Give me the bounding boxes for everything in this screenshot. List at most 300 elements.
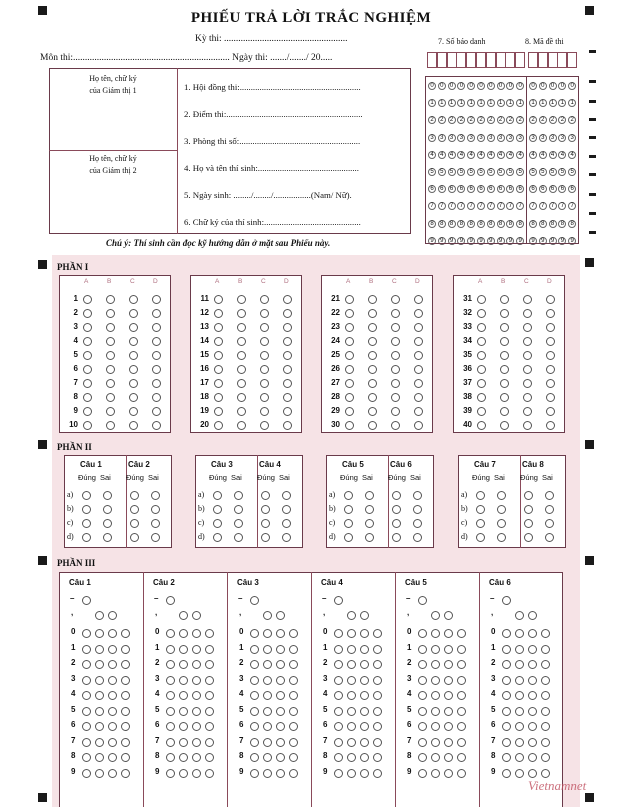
digit-bubble[interactable] [179, 691, 188, 700]
exam-code-digit-bubble[interactable]: 8 [549, 220, 557, 228]
candidate-number-digit-bubble[interactable]: 1 [506, 99, 514, 107]
digit-bubble[interactable] [515, 753, 524, 762]
true-bubble[interactable] [392, 505, 401, 514]
digit-bubble[interactable] [121, 769, 130, 778]
candidate-number-digit-bubble[interactable]: 6 [467, 185, 475, 193]
digit-bubble[interactable] [431, 645, 440, 654]
digit-bubble[interactable] [418, 660, 427, 669]
comma-bubble[interactable] [431, 611, 440, 620]
digit-bubble[interactable] [502, 769, 511, 778]
candidate-number-digit-bubble[interactable]: 2 [438, 116, 446, 124]
digit-bubble[interactable] [289, 691, 298, 700]
answer-bubble-q33-B[interactable] [500, 323, 509, 332]
candidate-number-digit-bubble[interactable]: 6 [477, 185, 485, 193]
digit-bubble[interactable] [95, 676, 104, 685]
digit-bubble[interactable] [360, 769, 369, 778]
exam-code-digit-bubble[interactable]: 5 [539, 168, 547, 176]
candidate-number-digit-bubble[interactable]: 9 [516, 237, 524, 245]
digit-bubble[interactable] [334, 769, 343, 778]
answer-bubble-q36-B[interactable] [500, 365, 509, 374]
exam-code-digit-bubble[interactable]: 0 [568, 82, 576, 90]
false-bubble[interactable] [151, 533, 160, 542]
digit-bubble[interactable] [192, 676, 201, 685]
digit-bubble[interactable] [515, 769, 524, 778]
answer-bubble-q19-B[interactable] [237, 407, 246, 416]
answer-bubble-q15-A[interactable] [214, 351, 223, 360]
true-bubble[interactable] [476, 491, 485, 500]
answer-bubble-q35-C[interactable] [523, 351, 532, 360]
exam-code-digit-bubble[interactable]: 2 [549, 116, 557, 124]
false-bubble[interactable] [103, 505, 112, 514]
exam-code-digit-bubble[interactable]: 4 [529, 151, 537, 159]
answer-bubble-q22-B[interactable] [368, 309, 377, 318]
false-bubble[interactable] [282, 519, 291, 528]
candidate-number-digit-bubble[interactable]: 0 [497, 82, 505, 90]
candidate-number-digit-bubble[interactable]: 6 [457, 185, 465, 193]
true-bubble[interactable] [524, 519, 533, 528]
candidate-number-digit-bubble[interactable]: 4 [477, 151, 485, 159]
answer-bubble-q11-D[interactable] [283, 295, 292, 304]
digit-bubble[interactable] [179, 738, 188, 747]
candidate-number-digit-bubble[interactable]: 3 [497, 134, 505, 142]
digit-bubble[interactable] [457, 707, 466, 716]
false-bubble[interactable] [413, 519, 422, 528]
answer-bubble-q40-C[interactable] [523, 421, 532, 430]
candidate-number-digit-bubble[interactable]: 8 [516, 220, 524, 228]
true-bubble[interactable] [130, 533, 139, 542]
digit-bubble[interactable] [373, 738, 382, 747]
candidate-number-entry-box[interactable] [456, 52, 466, 68]
answer-bubble-q20-D[interactable] [283, 421, 292, 430]
digit-bubble[interactable] [108, 707, 117, 716]
candidate-number-digit-bubble[interactable]: 6 [487, 185, 495, 193]
candidate-number-digit-bubble[interactable]: 9 [487, 237, 495, 245]
digit-bubble[interactable] [289, 769, 298, 778]
answer-bubble-q6-D[interactable] [152, 365, 161, 374]
candidate-number-digit-bubble[interactable]: 8 [467, 220, 475, 228]
exam-code-digit-bubble[interactable]: 8 [558, 220, 566, 228]
answer-bubble-q25-B[interactable] [368, 351, 377, 360]
digit-bubble[interactable] [334, 691, 343, 700]
digit-bubble[interactable] [166, 722, 175, 731]
digit-bubble[interactable] [276, 660, 285, 669]
answer-bubble-q5-D[interactable] [152, 351, 161, 360]
true-bubble[interactable] [476, 505, 485, 514]
answer-bubble-q36-A[interactable] [477, 365, 486, 374]
digit-bubble[interactable] [289, 660, 298, 669]
answer-bubble-q20-C[interactable] [260, 421, 269, 430]
answer-bubble-q8-C[interactable] [129, 393, 138, 402]
exam-code-digit-bubble[interactable]: 8 [529, 220, 537, 228]
candidate-number-digit-bubble[interactable]: 8 [457, 220, 465, 228]
answer-bubble-q35-D[interactable] [546, 351, 555, 360]
candidate-number-digit-bubble[interactable]: 4 [448, 151, 456, 159]
answer-bubble-q9-D[interactable] [152, 407, 161, 416]
digit-bubble[interactable] [431, 707, 440, 716]
candidate-number-digit-bubble[interactable]: 7 [467, 202, 475, 210]
comma-bubble[interactable] [515, 611, 524, 620]
true-bubble[interactable] [261, 533, 270, 542]
candidate-number-digit-bubble[interactable]: 7 [516, 202, 524, 210]
answer-bubble-q18-D[interactable] [283, 393, 292, 402]
comma-bubble[interactable] [347, 611, 356, 620]
answer-bubble-q5-B[interactable] [106, 351, 115, 360]
answer-bubble-q25-A[interactable] [345, 351, 354, 360]
digit-bubble[interactable] [108, 645, 117, 654]
digit-bubble[interactable] [373, 629, 382, 638]
digit-bubble[interactable] [373, 722, 382, 731]
digit-bubble[interactable] [95, 691, 104, 700]
comma-bubble[interactable] [444, 611, 453, 620]
digit-bubble[interactable] [528, 738, 537, 747]
digit-bubble[interactable] [334, 645, 343, 654]
exam-code-digit-bubble[interactable]: 3 [558, 134, 566, 142]
comma-bubble[interactable] [360, 611, 369, 620]
exam-code-digit-bubble[interactable]: 9 [568, 237, 576, 245]
digit-bubble[interactable] [95, 707, 104, 716]
digit-bubble[interactable] [95, 738, 104, 747]
digit-bubble[interactable] [205, 722, 214, 731]
answer-bubble-q34-C[interactable] [523, 337, 532, 346]
digit-bubble[interactable] [541, 645, 550, 654]
digit-bubble[interactable] [541, 660, 550, 669]
digit-bubble[interactable] [431, 660, 440, 669]
true-bubble[interactable] [392, 491, 401, 500]
false-bubble[interactable] [151, 505, 160, 514]
exam-code-digit-bubble[interactable]: 5 [549, 168, 557, 176]
true-bubble[interactable] [130, 519, 139, 528]
digit-bubble[interactable] [250, 629, 259, 638]
digit-bubble[interactable] [108, 691, 117, 700]
digit-bubble[interactable] [179, 769, 188, 778]
exam-code-digit-bubble[interactable]: 0 [539, 82, 547, 90]
candidate-number-digit-bubble[interactable]: 3 [438, 134, 446, 142]
answer-bubble-q2-B[interactable] [106, 309, 115, 318]
digit-bubble[interactable] [418, 691, 427, 700]
digit-bubble[interactable] [515, 629, 524, 638]
digit-bubble[interactable] [528, 676, 537, 685]
digit-bubble[interactable] [263, 707, 272, 716]
digit-bubble[interactable] [82, 629, 91, 638]
candidate-number-digit-bubble[interactable]: 0 [506, 82, 514, 90]
candidate-number-digit-bubble[interactable]: 1 [487, 99, 495, 107]
false-bubble[interactable] [413, 533, 422, 542]
digit-bubble[interactable] [373, 769, 382, 778]
digit-bubble[interactable] [444, 691, 453, 700]
exam-code-digit-bubble[interactable]: 6 [558, 185, 566, 193]
digit-bubble[interactable] [121, 691, 130, 700]
digit-bubble[interactable] [541, 722, 550, 731]
exam-code-digit-bubble[interactable]: 6 [529, 185, 537, 193]
digit-bubble[interactable] [121, 629, 130, 638]
digit-bubble[interactable] [457, 769, 466, 778]
digit-bubble[interactable] [502, 753, 511, 762]
digit-bubble[interactable] [250, 738, 259, 747]
digit-bubble[interactable] [347, 707, 356, 716]
digit-bubble[interactable] [360, 660, 369, 669]
exam-code-digit-bubble[interactable]: 0 [529, 82, 537, 90]
comma-bubble[interactable] [108, 611, 117, 620]
comma-bubble[interactable] [528, 611, 537, 620]
digit-bubble[interactable] [515, 676, 524, 685]
answer-bubble-q12-B[interactable] [237, 309, 246, 318]
digit-bubble[interactable] [334, 753, 343, 762]
exam-code-digit-bubble[interactable]: 4 [568, 151, 576, 159]
answer-bubble-q37-D[interactable] [546, 379, 555, 388]
digit-bubble[interactable] [108, 629, 117, 638]
answer-bubble-q22-A[interactable] [345, 309, 354, 318]
answer-bubble-q3-A[interactable] [83, 323, 92, 332]
digit-bubble[interactable] [431, 691, 440, 700]
candidate-number-digit-bubble[interactable]: 9 [438, 237, 446, 245]
candidate-number-digit-bubble[interactable]: 5 [477, 168, 485, 176]
answer-bubble-q11-A[interactable] [214, 295, 223, 304]
true-bubble[interactable] [82, 505, 91, 514]
digit-bubble[interactable] [82, 769, 91, 778]
digit-bubble[interactable] [95, 753, 104, 762]
answer-bubble-q2-A[interactable] [83, 309, 92, 318]
digit-bubble[interactable] [276, 722, 285, 731]
answer-bubble-q14-B[interactable] [237, 337, 246, 346]
candidate-number-digit-bubble[interactable]: 9 [457, 237, 465, 245]
answer-bubble-q19-A[interactable] [214, 407, 223, 416]
digit-bubble[interactable] [108, 660, 117, 669]
answer-bubble-q16-C[interactable] [260, 365, 269, 374]
answer-bubble-q13-C[interactable] [260, 323, 269, 332]
digit-bubble[interactable] [179, 629, 188, 638]
digit-bubble[interactable] [289, 645, 298, 654]
candidate-number-digit-bubble[interactable]: 3 [477, 134, 485, 142]
answer-bubble-q4-D[interactable] [152, 337, 161, 346]
digit-bubble[interactable] [373, 676, 382, 685]
answer-bubble-q8-B[interactable] [106, 393, 115, 402]
comma-bubble[interactable] [263, 611, 272, 620]
false-bubble[interactable] [545, 491, 554, 500]
digit-bubble[interactable] [528, 753, 537, 762]
false-bubble[interactable] [365, 519, 374, 528]
answer-bubble-q10-B[interactable] [106, 421, 115, 430]
false-bubble[interactable] [545, 505, 554, 514]
digit-bubble[interactable] [121, 738, 130, 747]
answer-bubble-q4-C[interactable] [129, 337, 138, 346]
digit-bubble[interactable] [263, 769, 272, 778]
answer-bubble-q1-D[interactable] [152, 295, 161, 304]
digit-bubble[interactable] [108, 722, 117, 731]
digit-bubble[interactable] [82, 738, 91, 747]
exam-code-digit-bubble[interactable]: 1 [558, 99, 566, 107]
answer-bubble-q25-C[interactable] [391, 351, 400, 360]
digit-bubble[interactable] [166, 769, 175, 778]
digit-bubble[interactable] [334, 676, 343, 685]
candidate-number-digit-bubble[interactable]: 9 [428, 237, 436, 245]
digit-bubble[interactable] [250, 722, 259, 731]
answer-bubble-q13-A[interactable] [214, 323, 223, 332]
digit-bubble[interactable] [347, 645, 356, 654]
candidate-number-digit-bubble[interactable]: 5 [428, 168, 436, 176]
false-bubble[interactable] [497, 533, 506, 542]
false-bubble[interactable] [151, 491, 160, 500]
false-bubble[interactable] [413, 505, 422, 514]
minus-bubble[interactable] [334, 596, 343, 605]
digit-bubble[interactable] [192, 769, 201, 778]
answer-bubble-q33-C[interactable] [523, 323, 532, 332]
candidate-number-digit-bubble[interactable]: 6 [516, 185, 524, 193]
digit-bubble[interactable] [250, 676, 259, 685]
digit-bubble[interactable] [347, 676, 356, 685]
answer-bubble-q7-D[interactable] [152, 379, 161, 388]
digit-bubble[interactable] [205, 707, 214, 716]
candidate-number-digit-bubble[interactable]: 9 [506, 237, 514, 245]
exam-code-digit-bubble[interactable]: 5 [558, 168, 566, 176]
digit-bubble[interactable] [502, 722, 511, 731]
true-bubble[interactable] [524, 533, 533, 542]
exam-code-digit-bubble[interactable]: 3 [529, 134, 537, 142]
digit-bubble[interactable] [502, 676, 511, 685]
true-bubble[interactable] [344, 519, 353, 528]
digit-bubble[interactable] [205, 753, 214, 762]
exam-code-digit-bubble[interactable]: 9 [539, 237, 547, 245]
candidate-number-digit-bubble[interactable]: 6 [506, 185, 514, 193]
false-bubble[interactable] [365, 491, 374, 500]
true-bubble[interactable] [213, 533, 222, 542]
exam-code-digit-bubble[interactable]: 1 [549, 99, 557, 107]
answer-bubble-q1-A[interactable] [83, 295, 92, 304]
digit-bubble[interactable] [418, 769, 427, 778]
false-bubble[interactable] [234, 519, 243, 528]
digit-bubble[interactable] [192, 738, 201, 747]
digit-bubble[interactable] [334, 660, 343, 669]
candidate-number-digit-bubble[interactable]: 7 [497, 202, 505, 210]
answer-bubble-q28-D[interactable] [414, 393, 423, 402]
digit-bubble[interactable] [515, 722, 524, 731]
candidate-number-entry-box[interactable] [505, 52, 515, 68]
answer-bubble-q15-D[interactable] [283, 351, 292, 360]
answer-bubble-q32-D[interactable] [546, 309, 555, 318]
candidate-number-digit-bubble[interactable]: 8 [497, 220, 505, 228]
digit-bubble[interactable] [192, 707, 201, 716]
answer-bubble-q12-A[interactable] [214, 309, 223, 318]
digit-bubble[interactable] [263, 645, 272, 654]
candidate-number-digit-bubble[interactable]: 1 [438, 99, 446, 107]
exam-code-digit-bubble[interactable]: 8 [539, 220, 547, 228]
answer-bubble-q2-D[interactable] [152, 309, 161, 318]
digit-bubble[interactable] [250, 660, 259, 669]
answer-bubble-q24-B[interactable] [368, 337, 377, 346]
digit-bubble[interactable] [528, 660, 537, 669]
minus-bubble[interactable] [502, 596, 511, 605]
answer-bubble-q34-B[interactable] [500, 337, 509, 346]
digit-bubble[interactable] [457, 645, 466, 654]
digit-bubble[interactable] [334, 738, 343, 747]
digit-bubble[interactable] [431, 676, 440, 685]
answer-bubble-q32-C[interactable] [523, 309, 532, 318]
digit-bubble[interactable] [82, 753, 91, 762]
digit-bubble[interactable] [205, 676, 214, 685]
false-bubble[interactable] [103, 533, 112, 542]
false-bubble[interactable] [103, 491, 112, 500]
digit-bubble[interactable] [418, 738, 427, 747]
digit-bubble[interactable] [276, 629, 285, 638]
digit-bubble[interactable] [360, 629, 369, 638]
digit-bubble[interactable] [373, 707, 382, 716]
answer-bubble-q26-C[interactable] [391, 365, 400, 374]
exam-code-digit-bubble[interactable]: 7 [539, 202, 547, 210]
candidate-number-digit-bubble[interactable]: 7 [506, 202, 514, 210]
candidate-number-digit-bubble[interactable]: 5 [497, 168, 505, 176]
digit-bubble[interactable] [121, 660, 130, 669]
exam-code-digit-bubble[interactable]: 9 [558, 237, 566, 245]
answer-bubble-q29-C[interactable] [391, 407, 400, 416]
digit-bubble[interactable] [502, 660, 511, 669]
candidate-number-digit-bubble[interactable]: 5 [457, 168, 465, 176]
answer-bubble-q29-D[interactable] [414, 407, 423, 416]
answer-bubble-q24-A[interactable] [345, 337, 354, 346]
digit-bubble[interactable] [444, 769, 453, 778]
answer-bubble-q40-B[interactable] [500, 421, 509, 430]
answer-bubble-q11-B[interactable] [237, 295, 246, 304]
candidate-number-digit-bubble[interactable]: 0 [487, 82, 495, 90]
answer-bubble-q15-C[interactable] [260, 351, 269, 360]
true-bubble[interactable] [213, 519, 222, 528]
candidate-number-digit-bubble[interactable]: 8 [506, 220, 514, 228]
candidate-number-digit-bubble[interactable]: 4 [428, 151, 436, 159]
digit-bubble[interactable] [541, 676, 550, 685]
false-bubble[interactable] [282, 533, 291, 542]
false-bubble[interactable] [545, 519, 554, 528]
digit-bubble[interactable] [444, 753, 453, 762]
digit-bubble[interactable] [179, 676, 188, 685]
false-bubble[interactable] [365, 533, 374, 542]
exam-code-digit-bubble[interactable]: 0 [549, 82, 557, 90]
candidate-number-digit-bubble[interactable]: 0 [448, 82, 456, 90]
answer-bubble-q29-B[interactable] [368, 407, 377, 416]
true-bubble[interactable] [261, 505, 270, 514]
digit-bubble[interactable] [263, 753, 272, 762]
answer-bubble-q4-B[interactable] [106, 337, 115, 346]
digit-bubble[interactable] [121, 676, 130, 685]
answer-bubble-q23-D[interactable] [414, 323, 423, 332]
candidate-number-digit-bubble[interactable]: 6 [448, 185, 456, 193]
true-bubble[interactable] [344, 505, 353, 514]
digit-bubble[interactable] [541, 738, 550, 747]
answer-bubble-q15-B[interactable] [237, 351, 246, 360]
candidate-number-digit-bubble[interactable]: 7 [438, 202, 446, 210]
answer-bubble-q38-C[interactable] [523, 393, 532, 402]
candidate-number-digit-bubble[interactable]: 4 [467, 151, 475, 159]
digit-bubble[interactable] [95, 645, 104, 654]
digit-bubble[interactable] [347, 769, 356, 778]
exam-code-entry-box[interactable] [528, 52, 538, 68]
answer-bubble-q8-A[interactable] [83, 393, 92, 402]
candidate-number-digit-bubble[interactable]: 0 [438, 82, 446, 90]
digit-bubble[interactable] [82, 707, 91, 716]
answer-bubble-q33-A[interactable] [477, 323, 486, 332]
digit-bubble[interactable] [95, 722, 104, 731]
digit-bubble[interactable] [347, 753, 356, 762]
candidate-number-entry-box[interactable] [515, 52, 525, 68]
candidate-number-digit-bubble[interactable]: 4 [487, 151, 495, 159]
digit-bubble[interactable] [334, 707, 343, 716]
true-bubble[interactable] [524, 491, 533, 500]
digit-bubble[interactable] [121, 722, 130, 731]
candidate-number-digit-bubble[interactable]: 8 [477, 220, 485, 228]
digit-bubble[interactable] [541, 769, 550, 778]
answer-bubble-q10-D[interactable] [152, 421, 161, 430]
digit-bubble[interactable] [528, 722, 537, 731]
digit-bubble[interactable] [250, 691, 259, 700]
answer-bubble-q23-B[interactable] [368, 323, 377, 332]
digit-bubble[interactable] [192, 753, 201, 762]
